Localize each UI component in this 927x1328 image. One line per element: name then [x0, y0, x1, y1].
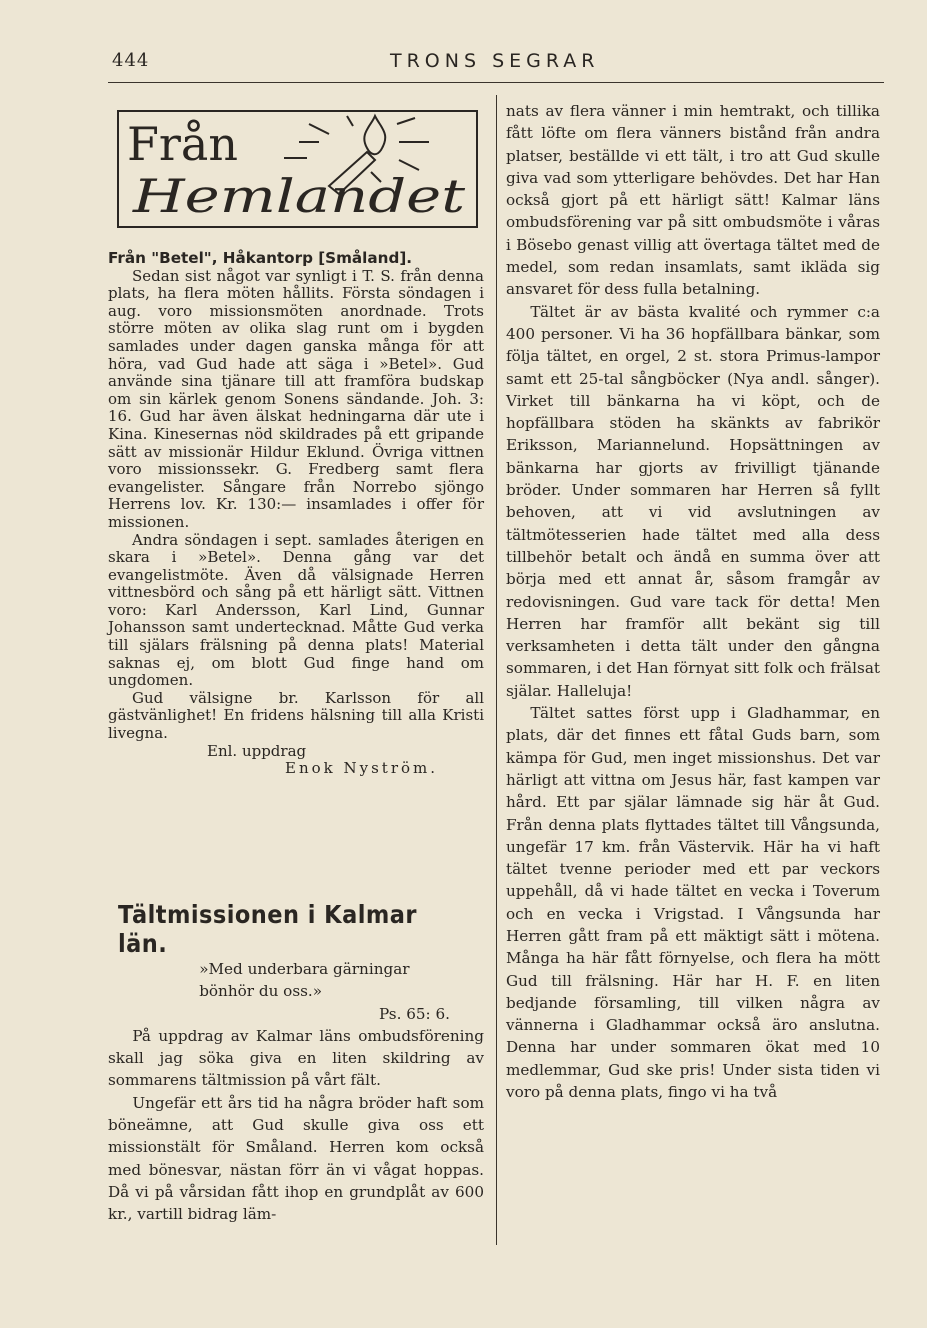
- page-number: 444: [112, 50, 150, 71]
- paragraph: Andra söndagen i sept. samlades återigen en skara i »Betel». Denna gång var det evangelistmöte. Även då välsignade Herren vittnesbörd och sång på ett härligt sätt. Vittnen voro: Karl Andersson, Karl Lind, Gunnar Johansson samt undertecknad. Måtte Gud verka till själars frälsning på denna plats! Material saknas ej, om blott Gud finge hand om ungdomen.: [108, 530, 484, 690]
- article-heading: Från "Betel", Håkantorp [Småland].: [108, 249, 413, 267]
- signature-name: Enok Nyström.: [285, 759, 439, 778]
- motto-reference: Ps. 65: 6.: [378, 1004, 450, 1023]
- motto-line: »Med underbara gärningar: [199, 960, 410, 978]
- signature-line: Enl. uppdrag: [207, 741, 307, 760]
- article-taltmission-right: [506, 100, 880, 1103]
- paragraph: På uppdrag av Kalmar läns ombudsförening skall jag söka giva en liten skildring av sommarens tältmission på vårt fält.: [108, 1026, 484, 1090]
- motto-line: bönhör du oss.»: [199, 982, 323, 1001]
- running-title: TRONS SEGRAR: [390, 50, 600, 72]
- article-taltmission-left: [108, 958, 484, 1226]
- paragraph: nats av flera vänner i min hemtrakt, och tillika fått löfte om flera vänners bistånd från andra platser, beställde vi ett tält, i tro att Gud skulle giva vad som ytterligare behövdes. Det har Han också gjort på ett härligt sätt! Kalmar läns ombudsförening var på sitt ombudsmöte i våras i Bösebo genast villig att övertaga tältet med de medel, som redan insamlats, samt ikläda sig ansvaret för dess fulla betalning.: [506, 102, 880, 299]
- banner-line1: Från: [127, 117, 238, 171]
- banner-line2: Hemlandet: [131, 169, 466, 223]
- section-banner: [117, 110, 478, 228]
- header-rule: [108, 82, 884, 83]
- paragraph: Gud välsigne br. Karlsson för all gästvänlighet! En fridens hälsning till alla Kristi livegna.: [108, 688, 484, 743]
- article-heading: Tältmissionen i Kalmar län.: [118, 900, 417, 958]
- paragraph: Sedan sist något var synligt i T. S. från denna plats, ha flera möten hållits. Första söndagen i aug. voro missionsmöten anordnade. Trots större möten av olika slag runt om i bygden samlades under dagen ganska många för att höra, vad Gud hade att säga i »Betel». Gud använde sina tjänare till att framföra budskap om sin kärlek genom Sonens sändande. Joh. 3: 16. Gud har även älskat hedningarna där ute i Kina. Kinesernas nöd skildrades på ett gripande sätt av missionär Hildur Eklund. Övriga vittnen voro missionssekr. G. Fredberg samt flera evangelister. Sångare från Norrebo sjöngo Herrens lov. Kr. 130:— insamlades i offer för missionen.: [108, 266, 484, 531]
- article-hakantorp: [108, 250, 484, 778]
- paragraph: Tältet sattes först upp i Gladhammar, en plats, där det finnes ett fåtal Guds barn, som kämpa för Gud, men inget missionshus. Det var härligt att vittna om Jesus här, fast kampen var hård. Ett par själar lämnade sig här åt Gud. Från denna plats flyttades tältet till Vångsunda, ungefär 17 km. från Västervik. Här ha vi haft tältet tvenne perioder med ett par veckors uppehåll, då vi hade tältet en vecka i Toverum och en vecka i Vrigstad. I Vångsunda har Herren gått fram på ett mäktigt sätt i mötena. Många ha här fått förnyelse, och flera ha mött Gud till frälsning. Här har H. F. en liten bedjande församling, till vilken några av vännerna i Gladhammar också äro anslutna. Denna har under sommaren ökat med 10 medlemmar, Gud ske pris! Under sista tiden vi voro på denna plats, fingo vi ha två: [506, 704, 880, 1102]
- column-divider: [496, 95, 497, 1245]
- paragraph: Ungefär ett års tid ha några bröder haft som böneämne, att Gud skulle giva oss ett missionstält för Småland. Herren kom också med bönesvar, nästan förr än vi vågat hoppas. Då vi på vårsidan fått ihop en grundplåt av 600 kr., vartill bidrag läm-: [108, 1093, 484, 1224]
- banner-artwork: [119, 112, 476, 226]
- paragraph: Tältet är av bästa kvalité och rymmer c:a 400 personer. Vi ha 36 hopfällbara bänkar, som följa tältet, en orgel, 2 st. stora Primus-lampor samt ett 25-tal sångböcker (Nya andl. sånger). Virket till bänkarna ha vi köpt, och de hopfällbara stöden ha skänkts av fabrikör Eriksson, Mariannelund. Hopsättningen av bänkarna har gjorts av frivilligt tjänande bröder. Under sommaren har Herren så fyllt behoven, att vi vid avslutningen av tältmötesserien hade tältet med alla dess tillbehör betalt och ändå en summa över att börja med ett annat år, såsom framgår av redovisningen. Gud vare tack för detta! Men Herren har framför allt bekänt sig till verksamheten i detta tält under den gångna sommaren, i det Han förnyat sitt folk och frälsat själar. Halleluja!: [506, 302, 880, 700]
